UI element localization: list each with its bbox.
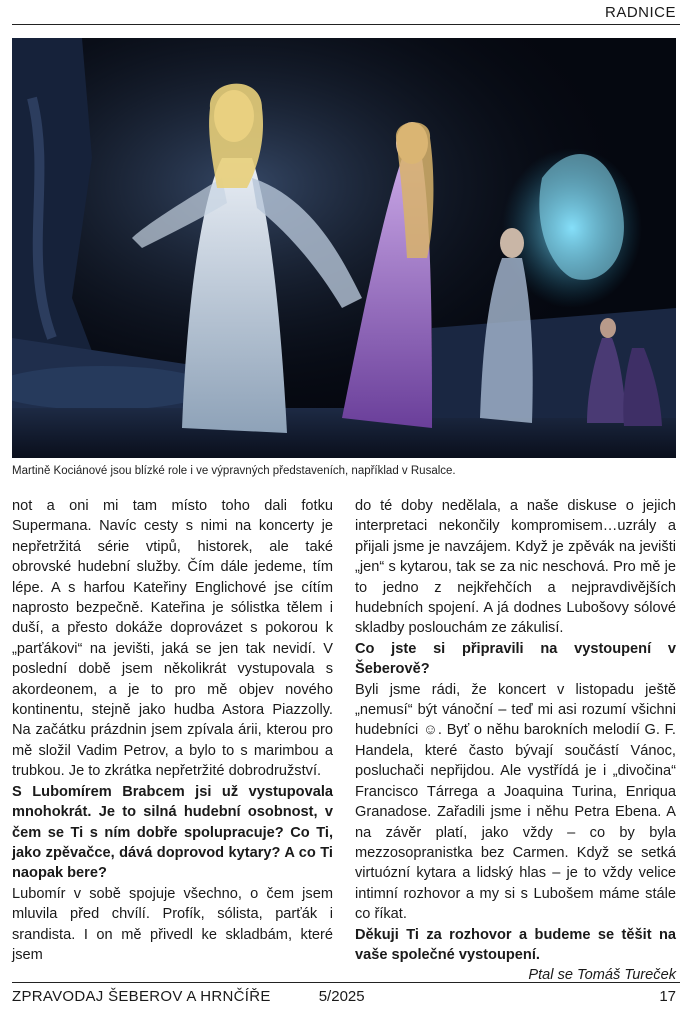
section-label: RADNICE [604,4,676,21]
paragraph: Byli jsme rádi, že koncert v listopadu ještě „nemusí“ být vánoční – teď mi asi rozumí všichni hudebníci ☺. Byť o něhu barokních melodií G. F. Handela, které často bývají součástí Vánoc, posluchači nepřijdou. Ale vystřídá je i „divočina“ Francisco Tárrega a Joaquina Turina, Enriqua Granadose. Zařadili jsme i něhu Petra Ebena. A na závěr platí, jako vždy – co by byla mezzosopranistka bez Carmen. Když se setká virtuózní kytara a lidský hlas – je to vždy velice intimní rozhovor a my si s Lubošem máme stále co říkat. [355,681,676,923]
paragraph: Lubomír v sobě spojuje všechno, o čem jsem mluvila před chvílí. Profík, sólista, parťák i srandista. I on mě přivedl ke skladbám, které jsem [12,885,333,963]
top-rule [12,24,680,25]
opera-photo [12,38,676,458]
interview-question: Co jste si připravili na vystoupení v Šeberově? [355,640,676,678]
interview-question: S Lubomírem Brabcem jsi už vystupovala mnohokrát. Je to silná hudební osobnost, v čem se Ti s ním dobře spolupracuje? Co Ti, jako zpěvačce, dává doprovod kytary? A co Ti naopak bere? [12,783,333,882]
photo-caption: Martině Kociánové jsou blízké role i ve výpravných představeních, například v Rusalce. [12,465,456,477]
article-body [12,496,676,984]
publication-name: ZPRAVODAJ ŠEBEROV A HRNČÍŘE [12,988,271,1005]
paragraph: not a oni mi tam místo toho dali fotku Supermana. Navíc cesty s nimi na koncerty je nepřetržitá série vtipů, historek, ale také obrovské hudební služby. Čím dále jedeme, tím lépe. A s harfou Kateřiny Englichové jse cítím naprosto bezpečně. Kateřina je sólistka tělem i duší, a přesto dokáže doprovázet s pokorou k „parťákovi“ na jevišti, jaká se jen tak nevidí. V poslední době jsem několikrát vystupovala s akordeonem, a je to pro mě objev nového kontinentu, stejně jako hudba Astora Piazzolly. Na začátku prázdnin jsem zpívala árii, kterou pro mě složil Vadim Petrov, a bylo to s marimbou a trubkou. Je to zkrátka nepřetržité dobrodružství. [12,498,333,780]
paragraph: do té doby nedělala, a naše diskuse o jejich interpretaci nekončily kompromisem…uzrály a přijali jsme je navzájem. Když je zpěvák na jevišti „jen“ s kytarou, tak se za nic neschová. Pro mě je to jedno z nejkřehčích a nejpravdivějších hudebních spojení. A já dodnes Lubošovy sólové skladby poslouchám ze zákulisí. [355,498,676,637]
bottom-rule [12,982,680,983]
page-footer [12,988,676,1005]
issue-number: 5/2025 [318,988,365,1005]
article-column-left [12,496,333,966]
closing-thanks: Děkuji Ti za rozhovor a budeme se těšit na vaše společné vystoupení. [355,926,676,963]
article-column-right [355,496,676,984]
author-signature: Ptal se Tomáš Tureček [528,967,676,984]
page-number: 17 [659,988,676,1005]
